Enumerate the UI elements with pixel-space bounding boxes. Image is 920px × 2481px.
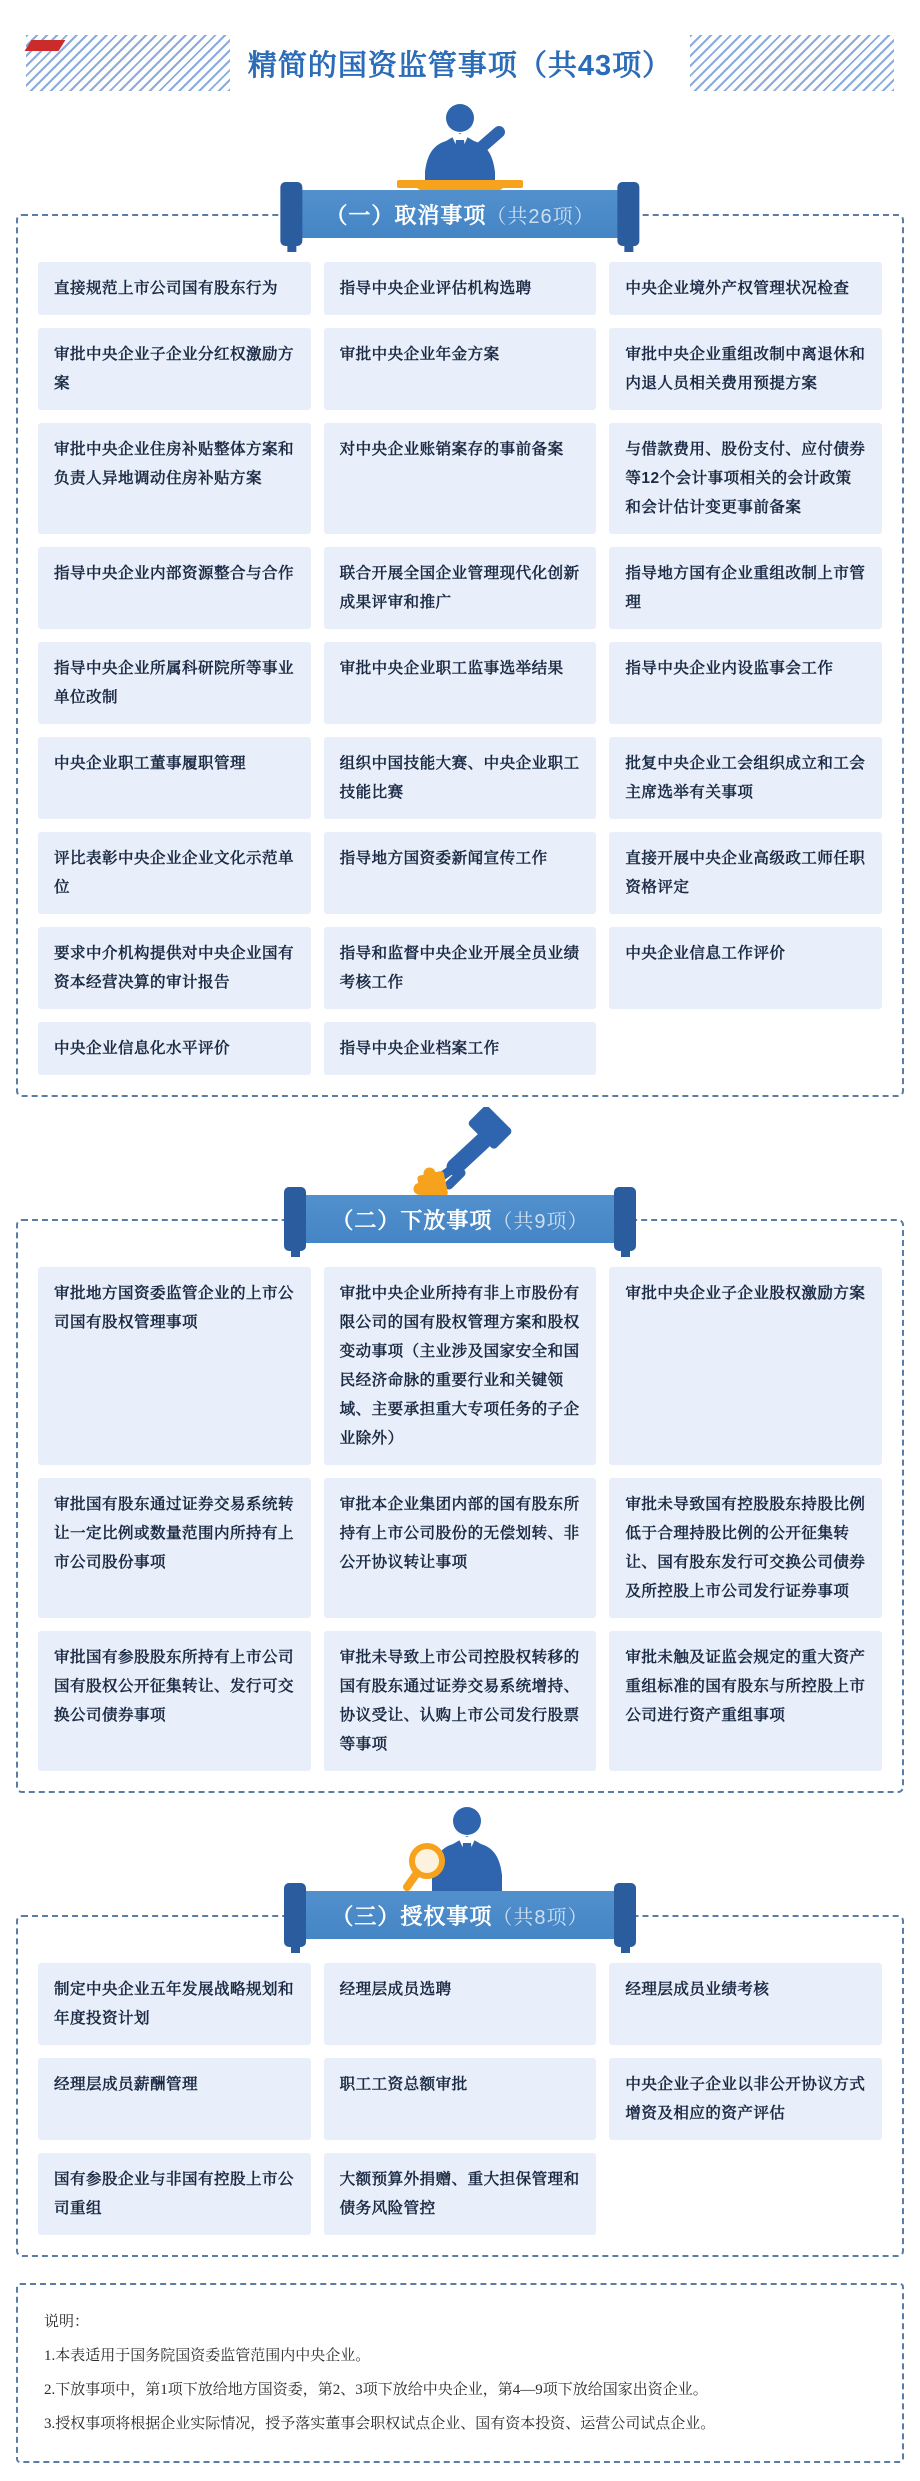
page-header xyxy=(26,34,894,92)
item-cell: 审批未触及证监会规定的重大资产重组标准的国有股东与所控股上市公司进行资产重组事项 xyxy=(609,1631,882,1771)
item-cell: 制定中央企业五年发展战略规划和年度投资计划 xyxy=(38,1963,311,2045)
notes-heading: 说明： xyxy=(44,2314,90,2330)
banner-title: （二）下放事项 xyxy=(331,1207,493,1233)
item-cell: 审批中央企业所持有非上市股份有限公司的国有股权管理方案和股权变动事项（主业涉及国家安全和国民经济命脉的重要行业和关键领域、主要承担重大专项任务的子企业除外） xyxy=(324,1267,597,1465)
note-line: 3.授权事项将根据企业实际情况，授予落实董事会职权试点企业、国有资本投资、运营公司试点企业。 xyxy=(44,2416,716,2432)
magnifier-person-icon xyxy=(0,1807,920,1895)
item-cell: 要求中介机构提供对中央企业国有资本经营决算的审计报告 xyxy=(38,927,311,1009)
authorized-banner xyxy=(295,1891,625,1939)
banner-cap-right xyxy=(614,1883,636,1947)
cancelled-grid xyxy=(38,262,882,1075)
section-delegated xyxy=(0,1111,920,1793)
item-cell: 组织中国技能大赛、中央企业职工技能比赛 xyxy=(324,737,597,819)
header-stripe-right xyxy=(690,35,894,91)
item-cell: 审批中央企业子企业分红权激励方案 xyxy=(38,328,311,410)
banner-title: （三）授权事项 xyxy=(331,1903,493,1929)
item-cell: 审批中央企业年金方案 xyxy=(324,328,597,410)
banner-cap-left xyxy=(280,182,302,246)
item-cell: 中央企业子企业以非公开协议方式增资及相应的资产评估 xyxy=(609,2058,882,2140)
item-cell: 指导地方国有企业重组改制上市管理 xyxy=(609,547,882,629)
item-cell: 审批未导致上市公司控股权转移的国有股东通过证券交易系统增持、协议受让、认购上市公司发行股票等事项 xyxy=(324,1631,597,1771)
note-line: 1.本表适用于国务院国资委监管范围内中央企业。 xyxy=(44,2348,371,2364)
item-cell: 审批未导致国有控股股东持股比例低于合理持股比例的公开征集转让、国有股东发行可交换公司债券及所控股上市公司发行证券事项 xyxy=(609,1478,882,1618)
item-cell: 指导中央企业所属科研院所等事业单位改制 xyxy=(38,642,311,724)
corner-mark xyxy=(25,40,66,51)
item-cell: 审批中央企业子企业股权激励方案 xyxy=(609,1267,882,1465)
item-cell: 经理层成员业绩考核 xyxy=(609,1963,882,2045)
item-cell: 国有参股企业与非国有控股上市公司重组 xyxy=(38,2153,311,2235)
page-title: 精简的国资监管事项（共43项） xyxy=(247,49,673,82)
presenter-icon xyxy=(0,106,920,194)
item-cell: 指导地方国资委新闻宣传工作 xyxy=(324,832,597,914)
notes-lines xyxy=(44,2339,876,2441)
item-cell: 指导和监督中央企业开展全员业绩考核工作 xyxy=(324,927,597,1009)
item-cell: 审批国有参股股东所持有上市公司国有股权公开征集转让、发行可交换公司债券事项 xyxy=(38,1631,311,1771)
item-cell: 中央企业境外产权管理状况检查 xyxy=(609,262,882,315)
item-cell: 职工工资总额审批 xyxy=(324,2058,597,2140)
banner-count: （共9项） xyxy=(492,1210,589,1233)
item-cell: 审批中央企业职工监事选举结果 xyxy=(324,642,597,724)
item-cell: 指导中央企业内部资源整合与合作 xyxy=(38,547,311,629)
banner-count: （共26项） xyxy=(486,205,595,228)
cancelled-banner xyxy=(291,190,628,238)
banner-cap-right xyxy=(618,182,640,246)
banner-cap-right xyxy=(614,1187,636,1251)
hand-puzzle-icon xyxy=(0,1111,920,1199)
authorized-grid xyxy=(38,1963,882,2235)
banner-cap-left xyxy=(284,1187,306,1251)
item-cell: 与借款费用、股份支付、应付债券等12个会计事项相关的会计政策和会计估计变更事前备案 xyxy=(609,423,882,534)
delegated-banner xyxy=(295,1195,625,1243)
section-cancelled xyxy=(0,106,920,1097)
item-cell: 批复中央企业工会组织成立和工会主席选举有关事项 xyxy=(609,737,882,819)
banner-title: （一）取消事项 xyxy=(325,202,487,228)
delegated-box xyxy=(16,1207,904,1793)
item-cell: 直接开展中央企业高级政工师任职资格评定 xyxy=(609,832,882,914)
item-cell: 指导中央企业档案工作 xyxy=(324,1022,597,1075)
item-cell: 指导中央企业评估机构选聘 xyxy=(324,262,597,315)
banner-cap-left xyxy=(284,1883,306,1947)
item-cell: 指导中央企业内设监事会工作 xyxy=(609,642,882,724)
item-cell: 审批国有股东通过证券交易系统转让一定比例或数量范围内所持有上市公司股份事项 xyxy=(38,1478,311,1618)
section-authorized xyxy=(0,1807,920,2257)
item-cell: 审批中央企业重组改制中离退休和内退人员相关费用预提方案 xyxy=(609,328,882,410)
cancelled-box xyxy=(16,202,904,1097)
item-cell: 对中央企业账销案存的事前备案 xyxy=(324,423,597,534)
delegated-grid xyxy=(38,1267,882,1771)
authorized-box xyxy=(16,1903,904,2257)
item-cell: 直接规范上市公司国有股东行为 xyxy=(38,262,311,315)
item-cell: 大额预算外捐赠、重大担保管理和债务风险管控 xyxy=(324,2153,597,2235)
item-cell: 审批中央企业住房补贴整体方案和负责人异地调动住房补贴方案 xyxy=(38,423,311,534)
item-cell: 评比表彰中央企业企业文化示范单位 xyxy=(38,832,311,914)
item-cell: 经理层成员选聘 xyxy=(324,1963,597,2045)
item-cell: 中央企业信息工作评价 xyxy=(609,927,882,1009)
item-cell: 经理层成员薪酬管理 xyxy=(38,2058,311,2140)
item-cell: 中央企业职工董事履职管理 xyxy=(38,737,311,819)
item-cell: 审批地方国资委监管企业的上市公司国有股权管理事项 xyxy=(38,1267,311,1465)
banner-count: （共8项） xyxy=(492,1906,589,1929)
item-cell: 中央企业信息化水平评价 xyxy=(38,1022,311,1075)
item-cell: 审批本企业集团内部的国有股东所持有上市公司股份的无偿划转、非公开协议转让事项 xyxy=(324,1478,597,1618)
notes-box xyxy=(16,2283,904,2463)
item-cell: 联合开展全国企业管理现代化创新成果评审和推广 xyxy=(324,547,597,629)
note-line: 2.下放事项中，第1项下放给地方国资委，第2、3项下放给中央企业，第4—9项下放给国家出资企业。 xyxy=(44,2382,708,2398)
